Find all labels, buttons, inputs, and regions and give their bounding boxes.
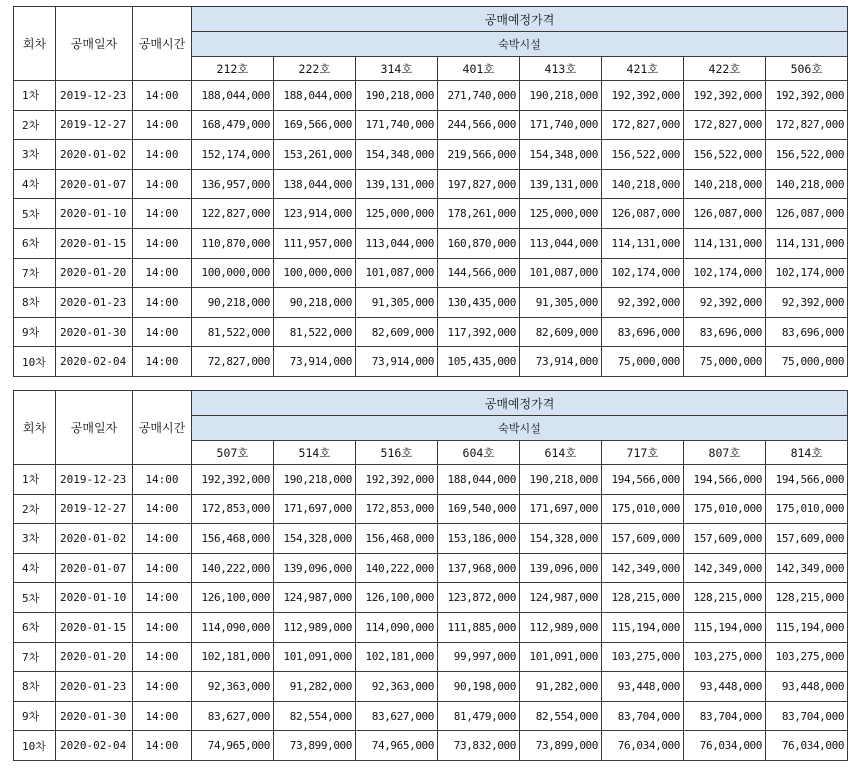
table-row bbox=[14, 258, 848, 288]
price-cell: 160,870,000 bbox=[438, 228, 520, 258]
price-cell: 115,194,000 bbox=[602, 612, 684, 642]
price-cell: 190,218,000 bbox=[274, 465, 356, 495]
price-cell: 73,832,000 bbox=[438, 731, 520, 761]
price-cell: 171,740,000 bbox=[520, 110, 602, 140]
room-header: 814호 bbox=[766, 441, 848, 465]
price-cell: 76,034,000 bbox=[684, 731, 766, 761]
price-cell: 83,704,000 bbox=[602, 701, 684, 731]
price-cell: 139,096,000 bbox=[274, 553, 356, 583]
price-cell: 244,566,000 bbox=[438, 110, 520, 140]
price-cell: 102,174,000 bbox=[766, 258, 848, 288]
price-cell: 103,275,000 bbox=[766, 642, 848, 672]
table-row bbox=[14, 524, 848, 554]
price-cell: 74,965,000 bbox=[192, 731, 274, 761]
price-cell: 153,186,000 bbox=[438, 524, 520, 554]
date-cell: 2019-12-23 bbox=[56, 465, 133, 495]
price-cell: 197,827,000 bbox=[438, 169, 520, 199]
header-row bbox=[14, 391, 848, 416]
price-cell: 172,827,000 bbox=[684, 110, 766, 140]
table-row bbox=[14, 317, 848, 347]
round-cell: 6차 bbox=[14, 228, 56, 258]
price-cell: 126,100,000 bbox=[356, 583, 438, 613]
price-cell: 130,435,000 bbox=[438, 288, 520, 318]
price-cell: 178,261,000 bbox=[438, 199, 520, 229]
price-cell: 188,044,000 bbox=[438, 465, 520, 495]
price-cell: 172,827,000 bbox=[766, 110, 848, 140]
price-cell: 172,827,000 bbox=[602, 110, 684, 140]
price-cell: 91,282,000 bbox=[520, 672, 602, 702]
table-row bbox=[14, 494, 848, 524]
price-cell: 111,957,000 bbox=[274, 228, 356, 258]
price-cell: 192,392,000 bbox=[356, 465, 438, 495]
price-cell: 100,000,000 bbox=[274, 258, 356, 288]
price-cell: 156,468,000 bbox=[356, 524, 438, 554]
time-cell: 14:00 bbox=[133, 81, 192, 111]
round-cell: 4차 bbox=[14, 169, 56, 199]
facility-header: 숙박시설 bbox=[192, 32, 848, 57]
round-header: 회차 bbox=[14, 7, 56, 81]
price-cell: 126,087,000 bbox=[602, 199, 684, 229]
price-cell: 190,218,000 bbox=[520, 81, 602, 111]
price-cell: 137,968,000 bbox=[438, 553, 520, 583]
room-header: 222호 bbox=[274, 57, 356, 81]
price-cell: 76,034,000 bbox=[602, 731, 684, 761]
price-cell: 156,522,000 bbox=[766, 140, 848, 170]
price-cell: 126,087,000 bbox=[684, 199, 766, 229]
room-header: 514호 bbox=[274, 441, 356, 465]
round-cell: 3차 bbox=[14, 140, 56, 170]
date-header: 공매일자 bbox=[56, 7, 133, 81]
price-cell: 172,853,000 bbox=[192, 494, 274, 524]
price-cell: 154,348,000 bbox=[356, 140, 438, 170]
price-cell: 142,349,000 bbox=[766, 553, 848, 583]
price-cell: 139,096,000 bbox=[520, 553, 602, 583]
date-cell: 2020-02-04 bbox=[56, 731, 133, 761]
time-cell: 14:00 bbox=[133, 258, 192, 288]
price-cell: 103,275,000 bbox=[602, 642, 684, 672]
room-header: 421호 bbox=[602, 57, 684, 81]
date-cell: 2020-01-30 bbox=[56, 317, 133, 347]
price-cell: 93,448,000 bbox=[766, 672, 848, 702]
date-cell: 2020-01-07 bbox=[56, 553, 133, 583]
price-cell: 123,914,000 bbox=[274, 199, 356, 229]
round-cell: 7차 bbox=[14, 642, 56, 672]
round-cell: 5차 bbox=[14, 199, 56, 229]
price-cell: 124,987,000 bbox=[274, 583, 356, 613]
price-cell: 128,215,000 bbox=[684, 583, 766, 613]
price-cell: 74,965,000 bbox=[356, 731, 438, 761]
date-cell: 2020-01-10 bbox=[56, 583, 133, 613]
price-cell: 91,305,000 bbox=[356, 288, 438, 318]
price-cell: 192,392,000 bbox=[192, 465, 274, 495]
date-cell: 2020-01-30 bbox=[56, 701, 133, 731]
round-cell: 9차 bbox=[14, 701, 56, 731]
price-cell: 139,131,000 bbox=[520, 169, 602, 199]
time-cell: 14:00 bbox=[133, 110, 192, 140]
price-header: 공매예정가격 bbox=[192, 391, 848, 416]
round-cell: 5차 bbox=[14, 583, 56, 613]
price-cell: 83,627,000 bbox=[192, 701, 274, 731]
time-cell: 14:00 bbox=[133, 494, 192, 524]
price-cell: 192,392,000 bbox=[684, 81, 766, 111]
time-cell: 14:00 bbox=[133, 317, 192, 347]
price-cell: 82,554,000 bbox=[520, 701, 602, 731]
price-cell: 82,609,000 bbox=[356, 317, 438, 347]
room-header: 516호 bbox=[356, 441, 438, 465]
date-cell: 2020-01-15 bbox=[56, 612, 133, 642]
price-cell: 91,305,000 bbox=[520, 288, 602, 318]
price-cell: 219,566,000 bbox=[438, 140, 520, 170]
table-row bbox=[14, 110, 848, 140]
price-cell: 92,363,000 bbox=[356, 672, 438, 702]
date-cell: 2020-01-07 bbox=[56, 169, 133, 199]
price-cell: 126,100,000 bbox=[192, 583, 274, 613]
price-cell: 101,087,000 bbox=[356, 258, 438, 288]
price-cell: 73,914,000 bbox=[520, 347, 602, 377]
price-cell: 142,349,000 bbox=[684, 553, 766, 583]
round-cell: 4차 bbox=[14, 553, 56, 583]
price-cell: 81,479,000 bbox=[438, 701, 520, 731]
date-cell: 2020-01-10 bbox=[56, 199, 133, 229]
table-row bbox=[14, 228, 848, 258]
time-cell: 14:00 bbox=[133, 199, 192, 229]
price-cell: 102,181,000 bbox=[356, 642, 438, 672]
price-cell: 73,914,000 bbox=[274, 347, 356, 377]
price-cell: 190,218,000 bbox=[520, 465, 602, 495]
price-cell: 117,392,000 bbox=[438, 317, 520, 347]
price-cell: 83,627,000 bbox=[356, 701, 438, 731]
price-cell: 114,090,000 bbox=[192, 612, 274, 642]
price-cell: 72,827,000 bbox=[192, 347, 274, 377]
price-cell: 190,218,000 bbox=[356, 81, 438, 111]
price-cell: 83,696,000 bbox=[684, 317, 766, 347]
price-header: 공매예정가격 bbox=[192, 7, 848, 32]
time-cell: 14:00 bbox=[133, 642, 192, 672]
round-cell: 10차 bbox=[14, 347, 56, 377]
price-cell: 140,218,000 bbox=[684, 169, 766, 199]
room-header: 604호 bbox=[438, 441, 520, 465]
price-cell: 90,198,000 bbox=[438, 672, 520, 702]
price-cell: 140,222,000 bbox=[192, 553, 274, 583]
price-cell: 171,697,000 bbox=[520, 494, 602, 524]
date-cell: 2019-12-23 bbox=[56, 81, 133, 111]
date-cell: 2020-01-15 bbox=[56, 228, 133, 258]
price-cell: 175,010,000 bbox=[766, 494, 848, 524]
round-cell: 1차 bbox=[14, 465, 56, 495]
facility-header: 숙박시설 bbox=[192, 416, 848, 441]
table-row bbox=[14, 465, 848, 495]
room-header: 717호 bbox=[602, 441, 684, 465]
room-header: 413호 bbox=[520, 57, 602, 81]
price-cell: 101,091,000 bbox=[520, 642, 602, 672]
price-cell: 93,448,000 bbox=[684, 672, 766, 702]
room-header: 212호 bbox=[192, 57, 274, 81]
price-cell: 152,174,000 bbox=[192, 140, 274, 170]
price-cell: 172,853,000 bbox=[356, 494, 438, 524]
price-cell: 169,566,000 bbox=[274, 110, 356, 140]
table-row bbox=[14, 81, 848, 111]
table-row bbox=[14, 169, 848, 199]
price-cell: 82,554,000 bbox=[274, 701, 356, 731]
price-cell: 154,328,000 bbox=[520, 524, 602, 554]
price-cell: 154,328,000 bbox=[274, 524, 356, 554]
price-cell: 92,392,000 bbox=[602, 288, 684, 318]
price-cell: 175,010,000 bbox=[602, 494, 684, 524]
date-cell: 2020-01-23 bbox=[56, 672, 133, 702]
time-cell: 14:00 bbox=[133, 347, 192, 377]
price-cell: 92,363,000 bbox=[192, 672, 274, 702]
round-cell: 3차 bbox=[14, 524, 56, 554]
round-cell: 2차 bbox=[14, 110, 56, 140]
date-cell: 2020-01-20 bbox=[56, 642, 133, 672]
price-cell: 169,540,000 bbox=[438, 494, 520, 524]
price-cell: 73,899,000 bbox=[274, 731, 356, 761]
price-cell: 91,282,000 bbox=[274, 672, 356, 702]
price-cell: 83,696,000 bbox=[766, 317, 848, 347]
price-cell: 142,349,000 bbox=[602, 553, 684, 583]
price-cell: 113,044,000 bbox=[356, 228, 438, 258]
price-cell: 81,522,000 bbox=[192, 317, 274, 347]
price-cell: 112,989,000 bbox=[274, 612, 356, 642]
table-row bbox=[14, 553, 848, 583]
price-cell: 140,222,000 bbox=[356, 553, 438, 583]
date-header: 공매일자 bbox=[56, 391, 133, 465]
time-cell: 14:00 bbox=[133, 169, 192, 199]
price-cell: 136,957,000 bbox=[192, 169, 274, 199]
price-cell: 175,010,000 bbox=[684, 494, 766, 524]
date-cell: 2019-12-27 bbox=[56, 494, 133, 524]
price-cell: 123,872,000 bbox=[438, 583, 520, 613]
price-cell: 90,218,000 bbox=[274, 288, 356, 318]
price-cell: 75,000,000 bbox=[602, 347, 684, 377]
price-cell: 140,218,000 bbox=[766, 169, 848, 199]
price-cell: 73,899,000 bbox=[520, 731, 602, 761]
price-cell: 101,091,000 bbox=[274, 642, 356, 672]
price-cell: 82,609,000 bbox=[520, 317, 602, 347]
room-header: 314호 bbox=[356, 57, 438, 81]
room-header: 506호 bbox=[766, 57, 848, 81]
time-cell: 14:00 bbox=[133, 465, 192, 495]
time-cell: 14:00 bbox=[133, 731, 192, 761]
price-cell: 139,131,000 bbox=[356, 169, 438, 199]
price-cell: 140,218,000 bbox=[602, 169, 684, 199]
price-cell: 114,131,000 bbox=[766, 228, 848, 258]
time-cell: 14:00 bbox=[133, 228, 192, 258]
price-cell: 103,275,000 bbox=[684, 642, 766, 672]
time-cell: 14:00 bbox=[133, 553, 192, 583]
round-cell: 8차 bbox=[14, 288, 56, 318]
price-cell: 75,000,000 bbox=[684, 347, 766, 377]
table-row bbox=[14, 199, 848, 229]
price-cell: 156,468,000 bbox=[192, 524, 274, 554]
price-cell: 138,044,000 bbox=[274, 169, 356, 199]
price-cell: 83,704,000 bbox=[766, 701, 848, 731]
price-cell: 92,392,000 bbox=[766, 288, 848, 318]
price-cell: 102,174,000 bbox=[602, 258, 684, 288]
price-cell: 113,044,000 bbox=[520, 228, 602, 258]
date-cell: 2020-02-04 bbox=[56, 347, 133, 377]
auction-price-table-1 bbox=[13, 6, 848, 377]
price-cell: 92,392,000 bbox=[684, 288, 766, 318]
price-cell: 271,740,000 bbox=[438, 81, 520, 111]
price-cell: 112,989,000 bbox=[520, 612, 602, 642]
price-cell: 115,194,000 bbox=[766, 612, 848, 642]
table-row bbox=[14, 347, 848, 377]
price-cell: 188,044,000 bbox=[192, 81, 274, 111]
time-header: 공매시간 bbox=[133, 7, 192, 81]
price-cell: 99,997,000 bbox=[438, 642, 520, 672]
price-cell: 124,987,000 bbox=[520, 583, 602, 613]
price-cell: 73,914,000 bbox=[356, 347, 438, 377]
price-cell: 83,696,000 bbox=[602, 317, 684, 347]
time-cell: 14:00 bbox=[133, 672, 192, 702]
price-cell: 114,131,000 bbox=[684, 228, 766, 258]
price-cell: 110,870,000 bbox=[192, 228, 274, 258]
date-cell: 2020-01-20 bbox=[56, 258, 133, 288]
table-row bbox=[14, 701, 848, 731]
price-cell: 153,261,000 bbox=[274, 140, 356, 170]
date-cell: 2020-01-02 bbox=[56, 140, 133, 170]
price-cell: 102,174,000 bbox=[684, 258, 766, 288]
room-header: 507호 bbox=[192, 441, 274, 465]
price-cell: 154,348,000 bbox=[520, 140, 602, 170]
price-cell: 128,215,000 bbox=[766, 583, 848, 613]
price-cell: 114,131,000 bbox=[602, 228, 684, 258]
price-cell: 171,740,000 bbox=[356, 110, 438, 140]
round-cell: 10차 bbox=[14, 731, 56, 761]
price-cell: 156,522,000 bbox=[602, 140, 684, 170]
round-cell: 7차 bbox=[14, 258, 56, 288]
room-header: 401호 bbox=[438, 57, 520, 81]
price-cell: 144,566,000 bbox=[438, 258, 520, 288]
price-cell: 115,194,000 bbox=[684, 612, 766, 642]
price-cell: 128,215,000 bbox=[602, 583, 684, 613]
time-cell: 14:00 bbox=[133, 140, 192, 170]
price-cell: 157,609,000 bbox=[766, 524, 848, 554]
room-header: 807호 bbox=[684, 441, 766, 465]
price-cell: 125,000,000 bbox=[520, 199, 602, 229]
table-row bbox=[14, 672, 848, 702]
price-cell: 93,448,000 bbox=[602, 672, 684, 702]
time-cell: 14:00 bbox=[133, 612, 192, 642]
price-cell: 192,392,000 bbox=[766, 81, 848, 111]
round-header: 회차 bbox=[14, 391, 56, 465]
price-cell: 194,566,000 bbox=[602, 465, 684, 495]
price-cell: 156,522,000 bbox=[684, 140, 766, 170]
time-cell: 14:00 bbox=[133, 288, 192, 318]
price-cell: 101,087,000 bbox=[520, 258, 602, 288]
table-row bbox=[14, 140, 848, 170]
price-cell: 192,392,000 bbox=[602, 81, 684, 111]
price-cell: 171,697,000 bbox=[274, 494, 356, 524]
price-cell: 188,044,000 bbox=[274, 81, 356, 111]
price-cell: 114,090,000 bbox=[356, 612, 438, 642]
price-cell: 81,522,000 bbox=[274, 317, 356, 347]
price-cell: 157,609,000 bbox=[684, 524, 766, 554]
price-cell: 125,000,000 bbox=[356, 199, 438, 229]
price-cell: 157,609,000 bbox=[602, 524, 684, 554]
price-cell: 168,479,000 bbox=[192, 110, 274, 140]
price-cell: 100,000,000 bbox=[192, 258, 274, 288]
time-cell: 14:00 bbox=[133, 583, 192, 613]
auction-price-table-2 bbox=[13, 390, 848, 761]
table-row bbox=[14, 583, 848, 613]
date-cell: 2019-12-27 bbox=[56, 110, 133, 140]
round-cell: 8차 bbox=[14, 672, 56, 702]
time-cell: 14:00 bbox=[133, 701, 192, 731]
date-cell: 2020-01-23 bbox=[56, 288, 133, 318]
price-cell: 126,087,000 bbox=[766, 199, 848, 229]
price-cell: 83,704,000 bbox=[684, 701, 766, 731]
price-cell: 75,000,000 bbox=[766, 347, 848, 377]
round-cell: 9차 bbox=[14, 317, 56, 347]
date-cell: 2020-01-02 bbox=[56, 524, 133, 554]
price-cell: 194,566,000 bbox=[684, 465, 766, 495]
price-cell: 122,827,000 bbox=[192, 199, 274, 229]
price-cell: 102,181,000 bbox=[192, 642, 274, 672]
room-header: 614호 bbox=[520, 441, 602, 465]
price-cell: 76,034,000 bbox=[766, 731, 848, 761]
table-row bbox=[14, 731, 848, 761]
table-row bbox=[14, 612, 848, 642]
price-cell: 90,218,000 bbox=[192, 288, 274, 318]
round-cell: 1차 bbox=[14, 81, 56, 111]
price-cell: 194,566,000 bbox=[766, 465, 848, 495]
time-cell: 14:00 bbox=[133, 524, 192, 554]
round-cell: 2차 bbox=[14, 494, 56, 524]
table-row bbox=[14, 642, 848, 672]
time-header: 공매시간 bbox=[133, 391, 192, 465]
round-cell: 6차 bbox=[14, 612, 56, 642]
header-row bbox=[14, 7, 848, 32]
price-cell: 111,885,000 bbox=[438, 612, 520, 642]
table-row bbox=[14, 288, 848, 318]
price-cell: 105,435,000 bbox=[438, 347, 520, 377]
room-header: 422호 bbox=[684, 57, 766, 81]
